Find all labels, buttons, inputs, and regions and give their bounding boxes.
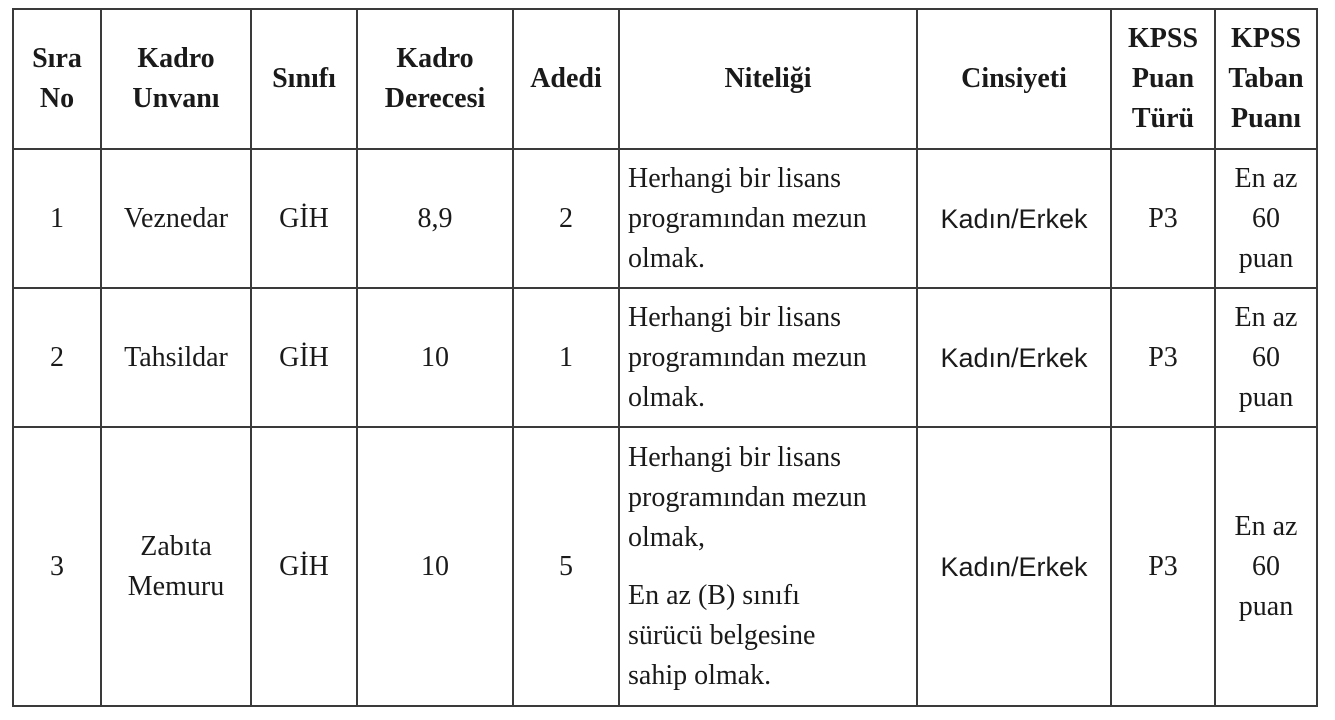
header-kadro-derecesi: Kadro Derecesi — [357, 9, 513, 149]
cell-kadro-derecesi: 8,9 — [357, 149, 513, 288]
header-adedi: Adedi — [513, 9, 619, 149]
niteligi-paragraph: Herhangi bir lisans programından mezun olmak, — [628, 441, 867, 553]
cell-adedi: 5 — [513, 427, 619, 706]
cell-sira-no: 3 — [13, 427, 101, 706]
cell-kadro-unvani: Veznedar — [101, 149, 251, 288]
header-sinifi: Sınıfı — [251, 9, 357, 149]
cell-kpss-taban-puani: En az 60 puan — [1215, 288, 1317, 427]
cell-kpss-puan-turu: P3 — [1111, 427, 1215, 706]
cell-adedi: 2 — [513, 149, 619, 288]
cell-adedi: 1 — [513, 288, 619, 427]
cell-niteligi — [619, 427, 917, 706]
cell-kpss-puan-turu: P3 — [1111, 149, 1215, 288]
cell-cinsiyeti: Kadın/Erkek — [917, 149, 1111, 288]
header-row — [13, 9, 1317, 149]
header-sira-no: Sıra No — [13, 9, 101, 149]
niteligi-paragraph: Herhangi bir lisans programından mezun olmak. — [628, 162, 867, 274]
header-kpss-puan-turu: KPSS Puan Türü — [1111, 9, 1215, 149]
cell-kadro-derecesi: 10 — [357, 288, 513, 427]
cell-sira-no: 1 — [13, 149, 101, 288]
header-niteligi: Niteliği — [619, 9, 917, 149]
cell-cinsiyeti: Kadın/Erkek — [917, 427, 1111, 706]
cell-kadro-derecesi: 10 — [357, 427, 513, 706]
table-row — [13, 149, 1317, 288]
cell-sira-no: 2 — [13, 288, 101, 427]
cell-kpss-puan-turu: P3 — [1111, 288, 1215, 427]
table-row — [13, 288, 1317, 427]
cell-cinsiyeti: Kadın/Erkek — [917, 288, 1111, 427]
cell-kadro-unvani: Zabıta Memuru — [101, 427, 251, 706]
cell-kpss-taban-puani: En az 60 puan — [1215, 149, 1317, 288]
cell-kadro-unvani: Tahsildar — [101, 288, 251, 427]
header-kadro-unvani: Kadro Unvanı — [101, 9, 251, 149]
niteligi-paragraph: Herhangi bir lisans programından mezun olmak. — [628, 301, 867, 413]
cell-niteligi — [619, 149, 917, 288]
niteligi-extra-paragraph: En az (B) sınıfı sürücü belgesine sahip olmak. — [628, 579, 816, 691]
header-kpss-taban-puani: KPSS Taban Puanı — [1215, 9, 1317, 149]
cell-sinifi: GİH — [251, 288, 357, 427]
cell-sinifi: GİH — [251, 427, 357, 706]
table-row — [13, 427, 1317, 706]
cell-kpss-taban-puani: En az 60 puan — [1215, 427, 1317, 706]
header-cinsiyeti: Cinsiyeti — [917, 9, 1111, 149]
kadro-table — [12, 8, 1318, 707]
cell-niteligi — [619, 288, 917, 427]
cell-sinifi: GİH — [251, 149, 357, 288]
